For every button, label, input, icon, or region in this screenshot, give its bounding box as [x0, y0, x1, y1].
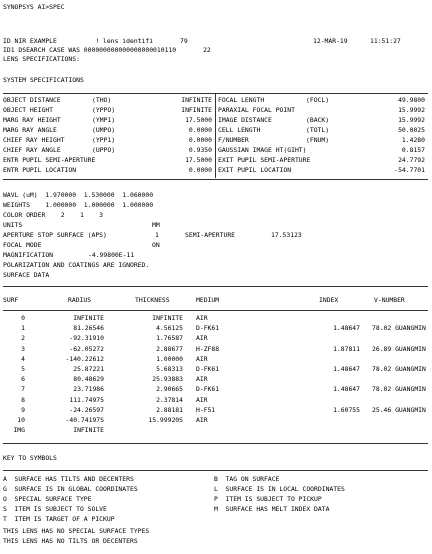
thickness-value: 2.37814	[156, 395, 183, 404]
medium-value: AIR	[196, 416, 208, 424]
medium-value: AIR	[196, 354, 208, 363]
spec-value: 50.0025	[398, 126, 425, 134]
spec-label: CELL LENGTH	[218, 126, 261, 134]
semi-aperture-label: SEMI-APERTURE	[185, 231, 236, 239]
specs-divider	[215, 94, 216, 178]
spec-abbr: (YPP1)	[92, 136, 116, 144]
spec-value: INFINITE	[181, 106, 212, 114]
spec-label: OBJECT DISTANCE	[3, 96, 61, 104]
focal-mode-label: FOCAL MODE	[3, 241, 42, 249]
spec-value: 49.9800	[398, 96, 425, 104]
spec-label: EXIT PUPIL LOCATION	[218, 166, 292, 174]
spec-abbr: (THO)	[92, 96, 112, 104]
spec-value: 15.9992	[398, 116, 425, 124]
time-text: 11:51:27	[370, 37, 401, 45]
surf-number: 3	[21, 344, 25, 353]
magnification-value: -4.99800E-11	[88, 251, 135, 259]
thickness-value: 2.88181	[156, 405, 183, 414]
medium-value: AIR	[196, 375, 208, 384]
medium-value: AIR	[196, 395, 208, 404]
surface-table-top-rule	[3, 286, 428, 287]
surface-data-title: SURFACE DATA	[3, 271, 50, 279]
weights-line: WEIGHTS 1.000000 1.000000 1.000000	[3, 201, 154, 209]
radius-value: -140.22612	[65, 354, 104, 363]
medium-value: AIR	[196, 334, 208, 343]
spec-label: MARG RAY HEIGHT	[3, 116, 61, 124]
vnumber-value: 78.02 GUANGMIN	[372, 385, 426, 394]
col-header-surf: SURF	[3, 296, 19, 304]
vnumber-value: 25.46 GUANGMIN	[372, 405, 426, 414]
radius-value: -62.05272	[69, 344, 104, 353]
lens-id-line: ID NIR EXAMPLE ! lens identifi 79	[3, 37, 188, 45]
index-value: 1.48647	[333, 365, 360, 373]
key-item-left: T ITEM IS TARGET OF A PICKUP	[3, 515, 115, 523]
surf-number: IMG	[13, 426, 25, 435]
radius-value: -40.74197S	[65, 416, 104, 424]
index-value: 1.48647	[333, 324, 360, 333]
key-item-left: A SURFACE HAS TILTS AND DECENTERS	[3, 475, 134, 483]
thickness-value: 25.93883	[152, 375, 183, 384]
radius-value: INFINITE	[73, 426, 104, 435]
spec-label: ENTR PUPIL SEMI-APERTURE	[3, 156, 96, 164]
dsearch-line: ID1 DSEARCH CASE WAS 000000000000000000010110 22	[3, 46, 211, 54]
thickness-value: 2.88677	[156, 344, 183, 353]
index-value: 1.48647	[333, 385, 360, 394]
spec-value: -54.7701	[394, 166, 425, 174]
key-title: KEY TO SYMBOLS	[3, 454, 57, 462]
surf-number: 1	[21, 324, 25, 333]
surf-number: 10	[17, 416, 25, 424]
radius-value: 81.26546	[73, 324, 104, 333]
key-item-left: G SURFACE IS IN GLOBAL COORDINATES	[3, 485, 138, 493]
spec-abbr: (UPPO)	[92, 146, 116, 154]
col-header-index: INDEX	[319, 296, 339, 304]
key-item-left: S ITEM IS SUBJECT TO SOLVE	[3, 505, 107, 513]
key-item-left: O SPECIAL SURFACE TYPE	[3, 495, 92, 503]
radius-value: 23.71986	[73, 385, 104, 394]
units-label: UNITS	[3, 221, 23, 229]
vnumber-value: 26.89 GUANGMIN	[372, 344, 426, 353]
spec-label: CHIEF RAY HEIGHT	[3, 136, 65, 144]
spec-value: 0.0000	[188, 136, 212, 144]
radius-value: 80.48629	[73, 375, 104, 384]
spec-value: 17.5000	[185, 156, 212, 164]
col-header-radius: RADIUS	[68, 296, 92, 304]
spec-label: ENTR PUPIL LOCATION	[3, 166, 77, 174]
spec-label: PARAXIAL FOCAL POINT	[218, 106, 295, 114]
lens-spec-title: LENS SPECIFICATIONS:	[3, 55, 80, 63]
spec-value: 24.7792	[398, 156, 425, 164]
key-item-right: B TAG ON SURFACE	[214, 475, 280, 483]
radius-value: -92.31910	[69, 334, 104, 343]
spec-abbr: (FOCL)	[306, 96, 330, 104]
units-value: MM	[152, 221, 160, 229]
key-item-right: M SURFACE HAS MELT INDEX DATA	[214, 505, 330, 513]
special-surface-note: THIS LENS HAS NO SPECIAL SURFACE TYPES	[3, 527, 150, 535]
surf-number: 0	[21, 314, 25, 322]
spec-value: 1.4280	[401, 136, 425, 144]
index-value: 1.60755	[333, 405, 360, 414]
key-item-right: P ITEM IS SUBJECT TO PICKUP	[214, 495, 322, 503]
spec-abbr: (FNUM)	[306, 136, 330, 144]
spec-value: 17.5000	[185, 116, 212, 124]
thickness-value: 5.68313	[156, 365, 183, 373]
thickness-value: 1.00000	[156, 354, 183, 363]
surf-number: 6	[21, 375, 25, 384]
wavelength-line: WAVL (uM) 1.970000 1.530000 1.060000	[3, 191, 154, 199]
thickness-value: 1.76587	[156, 334, 183, 343]
spec-label: MARG RAY ANGLE	[3, 126, 57, 134]
thickness-value: 2.90665	[156, 385, 183, 394]
spec-value: 0.8157	[401, 146, 425, 154]
radius-value: -24.26597	[69, 405, 104, 414]
col-header-medium: MEDIUM	[196, 296, 220, 304]
radius-value: 111.74975	[69, 395, 104, 404]
surf-number: 9	[21, 405, 25, 414]
surface-table-bottom-rule	[3, 443, 428, 444]
magnification-label: MAGNIFICATION	[3, 251, 54, 259]
spec-label: FOCAL LENGTH	[218, 96, 265, 104]
spec-value: INFINITE	[181, 96, 212, 104]
aps-value: 1	[155, 231, 159, 239]
spec-abbr: (UMPO)	[92, 126, 116, 134]
col-header-thickness: THICKNESS	[135, 296, 170, 304]
polarization-note: POLARIZATION AND COATINGS ARE IGNORED.	[3, 261, 150, 269]
medium-value: H-ZF88	[196, 344, 220, 353]
vnumber-value: 78.02 GUANGMIN	[372, 324, 426, 333]
surf-number: 5	[21, 365, 25, 373]
key-item-right: L SURFACE IS IN LOCAL COORDINATES	[214, 485, 345, 493]
spec-abbr: (YPPO)	[92, 106, 116, 114]
spec-abbr: (YMP1)	[92, 116, 116, 124]
medium-value: H-F51	[196, 405, 216, 414]
vnumber-value: 78.02 GUANGMIN	[372, 365, 426, 373]
medium-value: AIR	[196, 314, 208, 322]
date-text: 12-MAR-19	[313, 37, 348, 45]
spec-value: 15.9992	[398, 106, 425, 114]
focal-mode-value: ON	[152, 241, 160, 249]
specs-bottom-rule	[3, 179, 428, 180]
index-value: 1.87811	[333, 344, 360, 353]
spec-label: CHIEF RAY ANGLE	[3, 146, 61, 154]
col-header-vnumber: V-NUMBER	[374, 296, 405, 304]
surf-number: 4	[21, 354, 25, 363]
thickness-value: INFINITE	[152, 314, 183, 322]
spec-value: 0.0000	[188, 166, 212, 174]
medium-value: D-FK61	[196, 385, 220, 394]
thickness-value: 15.99920S	[148, 416, 183, 424]
surf-number: 8	[21, 395, 25, 404]
spec-label: OBJECT HEIGHT	[3, 106, 54, 114]
spec-value: 0.0000	[188, 126, 212, 134]
tilts-note: THIS LENS HAS NO TILTS OR DECENTERS	[3, 537, 138, 545]
system-specs-title: SYSTEM SPECIFICATIONS	[3, 76, 84, 84]
surface-table-header-rule	[3, 310, 428, 311]
spec-value: 0.9350	[188, 146, 212, 154]
command-prompt: SYNOPSYS AI>SPEC	[3, 3, 65, 11]
radius-value: INFINITE	[73, 314, 104, 322]
surf-number: 2	[21, 334, 25, 343]
color-order-line: COLOR ORDER 2 1 3	[3, 211, 104, 219]
thickness-value: 4.56125	[156, 324, 183, 333]
spec-label: IMAGE DISTANCE	[218, 116, 272, 124]
spec-abbr: (TOTL)	[306, 126, 330, 134]
key-rule	[3, 470, 428, 471]
spec-label: EXIT PUPIL SEMI-APERTURE	[218, 156, 311, 164]
semi-aperture-value: 17.53123	[271, 231, 302, 239]
aps-label: APERTURE STOP SURFACE (APS)	[3, 231, 107, 239]
medium-value: D-FK61	[196, 324, 220, 333]
surf-number: 7	[21, 385, 25, 394]
spec-label: GAUSSIAN IMAGE HT(GIHT)	[218, 146, 307, 154]
spec-abbr: (BACK)	[306, 116, 330, 124]
medium-value: D-FK61	[196, 365, 220, 373]
radius-value: 25.87221	[73, 365, 104, 373]
spec-label: F/NUMBER	[218, 136, 249, 144]
